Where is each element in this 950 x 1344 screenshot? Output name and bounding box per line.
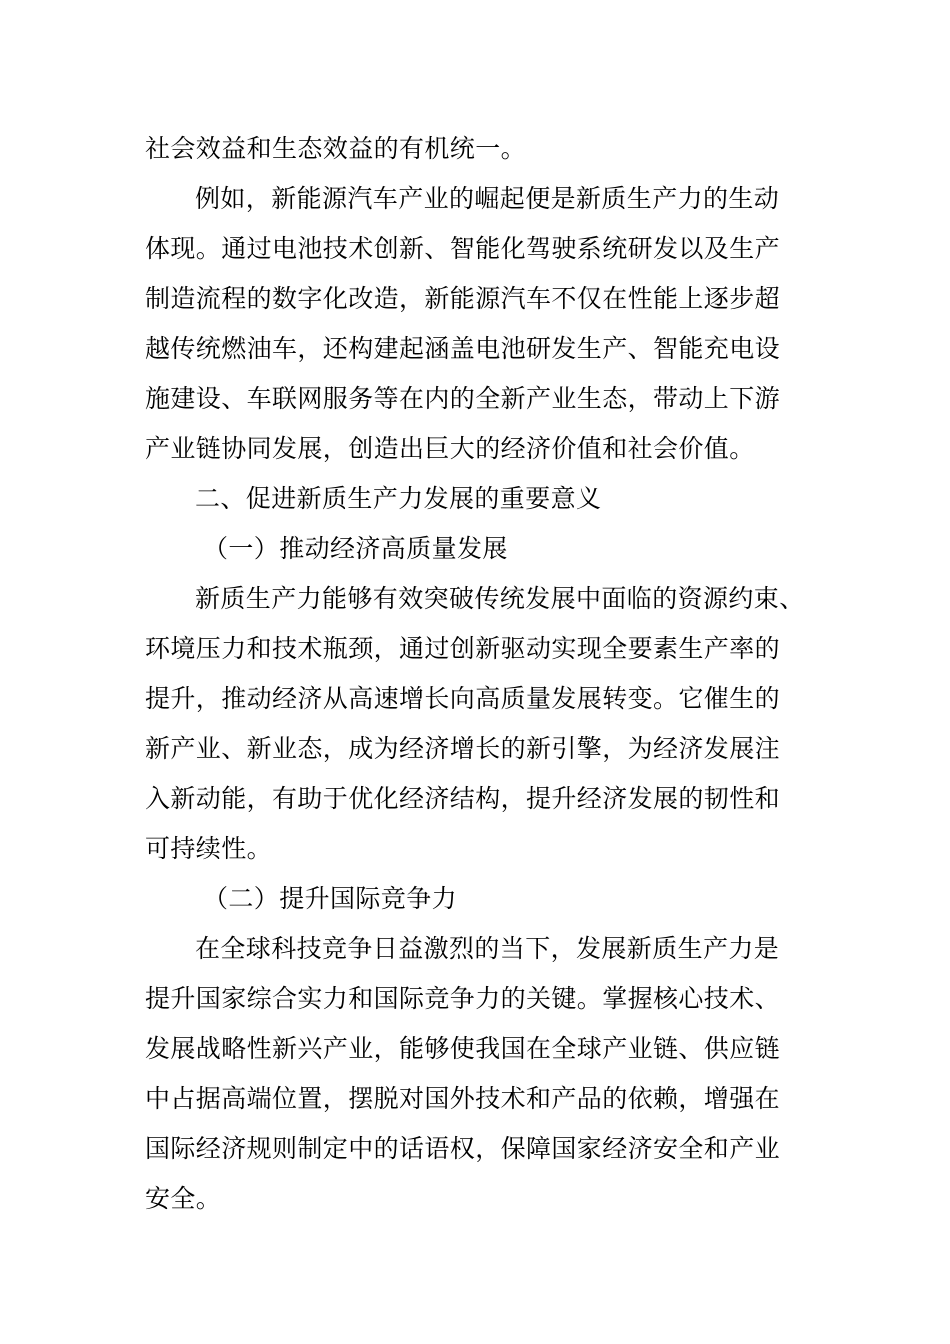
text-line: 施建设、车联网服务等在内的全新产业生态，带动上下游 xyxy=(145,384,781,413)
text-line: 新质生产力能够有效突破传统发展中面临的资源约束、 xyxy=(195,584,805,613)
text-line: 提升国家综合实力和国际竞争力的关键。掌握核心技术、 xyxy=(145,984,781,1013)
text-line: 在全球科技竞争日益激烈的当下，发展新质生产力是 xyxy=(195,934,780,963)
text-line: 越传统燃油车，还构建起涵盖电池研发生产、智能充电设 xyxy=(145,334,781,363)
text-line: 可持续性。 xyxy=(145,834,273,863)
text-line: 提升，推动经济从高速增长向高质量发展转变。它催生的 xyxy=(145,684,781,713)
subsection-heading: （一）推动经济高质量发展 xyxy=(203,534,508,563)
text-line: 国际经济规则制定中的话语权，保障国家经济安全和产业 xyxy=(145,1134,781,1163)
text-line: 例如，新能源汽车产业的崛起便是新质生产力的生动 xyxy=(195,184,780,213)
text-line: 入新动能，有助于优化经济结构，提升经济发展的韧性和 xyxy=(145,784,781,813)
text-line: 安全。 xyxy=(145,1184,222,1213)
text-line: 体现。通过电池技术创新、智能化驾驶系统研发以及生产 xyxy=(145,234,781,263)
text-line: 新产业、新业态，成为经济增长的新引擎，为经济发展注 xyxy=(145,734,781,763)
text-line: 中占据高端位置，摆脱对国外技术和产品的依赖，增强在 xyxy=(145,1084,781,1113)
section-heading: 二、促进新质生产力发展的重要意义 xyxy=(195,484,602,513)
text-line: 制造流程的数字化改造，新能源汽车不仅在性能上逐步超 xyxy=(145,284,781,313)
body-text xyxy=(145,124,810,1224)
text-line: 发展战略性新兴产业，能够使我国在全球产业链、供应链 xyxy=(145,1034,781,1063)
text-line: 产业链协同发展，创造出巨大的经济价值和社会价值。 xyxy=(145,434,755,463)
text-line: 环境压力和技术瓶颈，通过创新驱动实现全要素生产率的 xyxy=(145,634,781,663)
subsection-heading: （二）提升国际竞争力 xyxy=(203,884,458,913)
text-line: 社会效益和生态效益的有机统一。 xyxy=(145,134,527,163)
